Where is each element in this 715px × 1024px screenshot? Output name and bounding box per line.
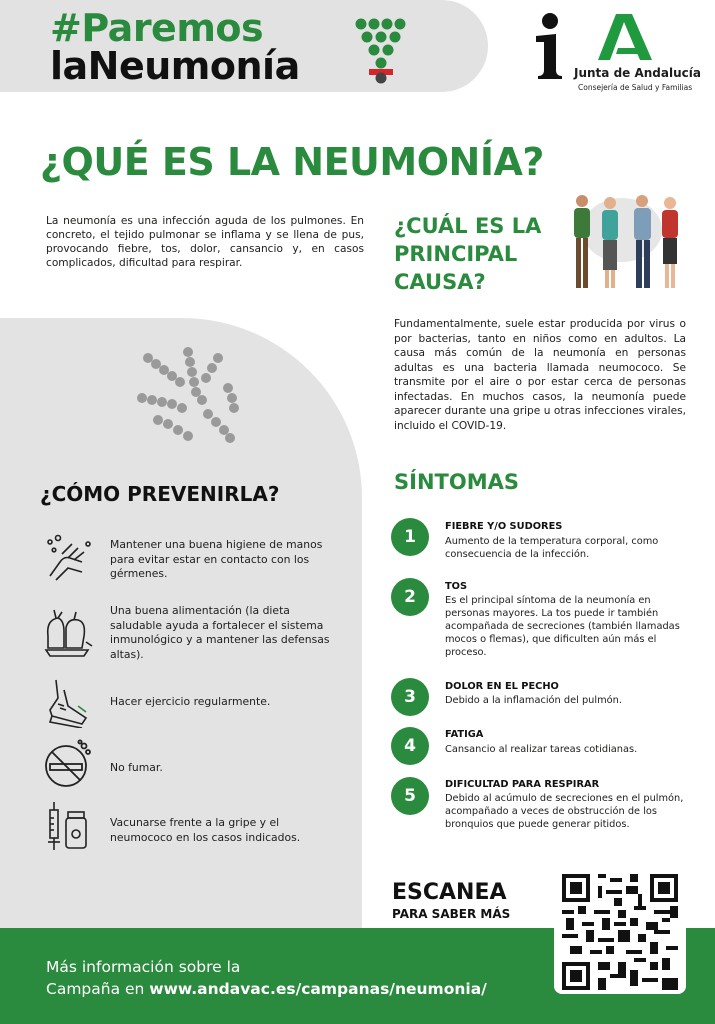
symptom-title: DIFICULTAD PARA RESPIRAR — [445, 779, 600, 790]
symptom-number-badge: 4 — [391, 727, 429, 765]
prevention-item-text: Una buena alimentación (la dieta saludable ayuda a fortalecer el sistema inmunológico y a mantener las defensas altas). — [110, 604, 330, 661]
elderly-people-illustration-icon — [566, 190, 688, 298]
symptom-number-badge: 1 — [391, 518, 429, 556]
handwashing-icon — [42, 532, 94, 584]
symptoms-heading: SÍNTOMAS — [394, 470, 519, 494]
symptom-description: Cansancio al realizar tareas cotidianas. — [445, 744, 638, 755]
junta-andalucia-logo-icon — [596, 12, 652, 62]
prevention-item-text: No fumar. — [110, 761, 163, 774]
symptom-description: Debido al acúmulo de secreciones en el pulmón, acompañado a veces de obstrucción de los bronquios que puede generar pitidos. — [445, 793, 684, 830]
cause-heading: ¿CUÁL ES LA PRINCIPAL CAUSA? — [394, 214, 542, 294]
symptom-number-badge: 3 — [391, 678, 429, 716]
org-subtitle: Consejería de Salud y Familias — [578, 83, 693, 92]
symptom-title: FIEBRE Y/O SUDORES — [445, 521, 563, 532]
cause-paragraph: Fundamentalmente, suele estar producida por virus o por bacterias, tanto en niños como en adultos. La causa más común de la neumonía en personas adultas es una bacteria llamada neumococo. Se transmite por el aire o por estar cerca de personas infectadas. En muchos casos, la neumonía puede aparecer durante una gripe u otras infecciones virales, incluido el COVID-19. — [394, 318, 686, 432]
symptom-title: TOS — [445, 581, 468, 592]
intro-paragraph: La neumonía es una infección aguda de los pulmones. En concreto, el tejido pulmonar se inflama y se llena de pus, provocando fiebre, tos, dolor, cansancio y, en casos complicados, dificultad para respirar. — [46, 215, 364, 269]
hashtag-line-1: #Paremos — [50, 6, 264, 50]
footer-line-1: Más información sobre la — [46, 958, 241, 976]
qr-code-icon[interactable] — [562, 874, 678, 990]
syringe-vaccine-icon — [42, 800, 94, 852]
vegetables-icon — [42, 606, 94, 658]
footer-line-2 — [46, 980, 487, 998]
bacteria-illustration-icon — [128, 338, 246, 456]
symptom-title: DOLOR EN EL PECHO — [445, 681, 559, 692]
symptom-number-badge: 5 — [391, 777, 429, 815]
prevention-item-text: Mantener una buena higiene de manos para evitar estar en contacto con los gérmenes. — [110, 538, 323, 580]
symptom-description: Es el principal síntoma de la neumonía en personas mayores. La tos puede ir también acompañada de secreciones (también llamadas mocos o flemas), que dificulten aún más el proceso. — [445, 595, 680, 658]
symptom-description: Debido a la inflamación del pulmón. — [445, 695, 622, 706]
prevention-item-text: Vacunarse frente a la gripe y el neumococo en los casos indicados. — [110, 816, 301, 844]
prevention-heading: ¿CÓMO PREVENIRLA? — [40, 482, 280, 506]
footer-prefix: Campaña en — [46, 980, 150, 998]
grape-lungs-logo-icon — [355, 16, 407, 86]
running-shoe-icon — [42, 676, 94, 728]
info-i-icon — [532, 12, 566, 80]
symptom-number-badge: 2 — [391, 578, 429, 616]
hashtag-line-2: laNeumonía — [50, 44, 300, 88]
page-title: ¿QUÉ ES LA NEUMONÍA? — [40, 140, 544, 184]
scan-heading: ESCANEA — [392, 880, 507, 905]
org-name: Junta de Andalucía — [574, 66, 701, 80]
symptom-title: FATIGA — [445, 729, 484, 740]
symptom-description: Aumento de la temperatura corporal, como consecuencia de la infección. — [445, 536, 659, 560]
no-smoking-icon — [42, 738, 94, 790]
campaign-url-link[interactable]: www.andavac.es/campanas/neumonia/ — [149, 980, 487, 998]
prevention-item-text: Hacer ejercicio regularmente. — [110, 695, 271, 708]
scan-subheading: PARA SABER MÁS — [392, 907, 511, 921]
